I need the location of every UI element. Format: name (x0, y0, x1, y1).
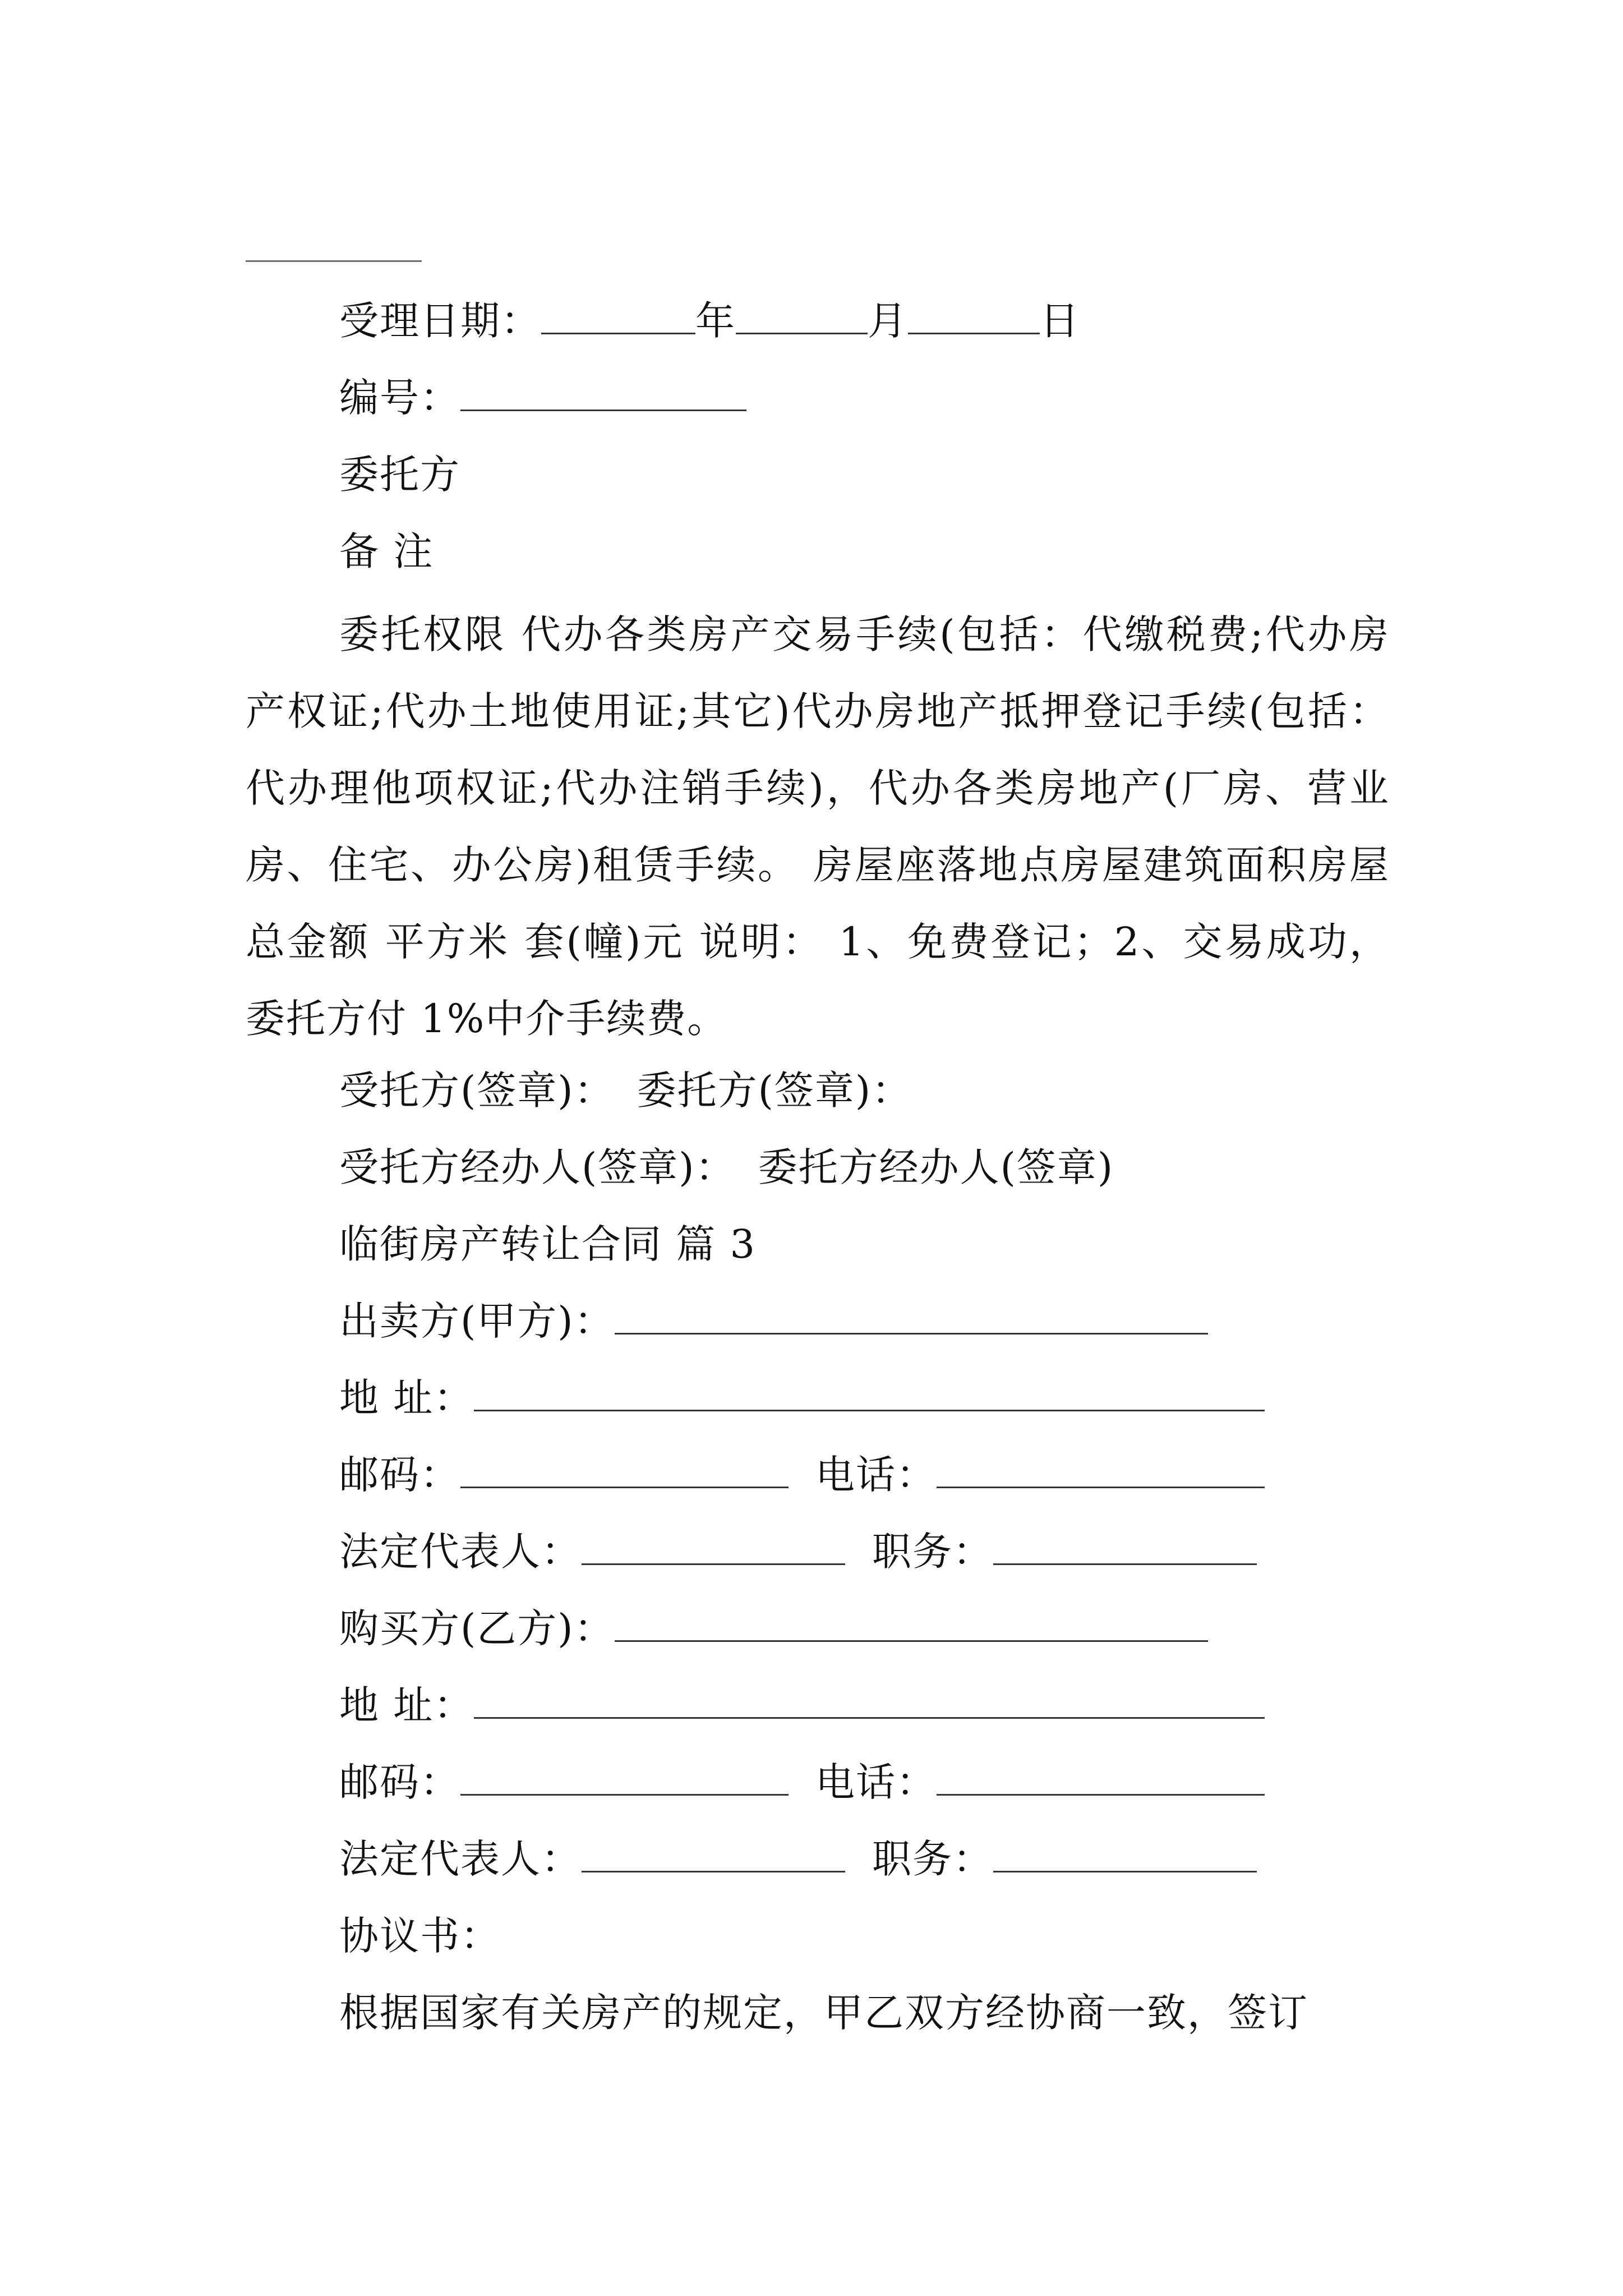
header-rule (246, 260, 422, 262)
accept-date-month-label: 月 (868, 298, 908, 344)
buyer-phone-blank (937, 1761, 1265, 1796)
serial-number-line (339, 373, 746, 422)
buyer-postcode-blank (460, 1761, 789, 1796)
seller-contact-line (339, 1450, 1265, 1499)
serial-number-blank (460, 377, 746, 411)
seller-address-label: 地 址： (339, 1375, 474, 1421)
signature-line-1 (339, 1066, 912, 1115)
authority-paragraph: 委托权限 代办各类房产交易手续(包括：代缴税费;代办房产权证;代办土地使用证;其它)代办房地产抵押登记手续(包括：代办理他项权证;代办注销手续)，代办各类房地产(厂房、营业房、住宅、办公房)租赁手续。 房屋座落地点房屋建筑面积房屋总金额 平方米 套(幢)元 说明： 1、免费登记；2、交易成功，委托方付 1%中介手续费。 (246, 611, 1390, 1042)
buyer-legal-rep-label: 法定代表人： (339, 1836, 582, 1882)
client-heading: 委托方 (339, 452, 460, 498)
buyer-contact-line (339, 1757, 1265, 1807)
accept-date-day-blank (908, 300, 1040, 334)
buyer-address-line (339, 1681, 1265, 1730)
buyer-party-label: 购买方(乙方)： (339, 1605, 615, 1651)
remarks-heading: 备 注 (339, 528, 434, 574)
accept-date-label: 受理日期： (339, 298, 541, 344)
seller-postcode-label: 邮码： (339, 1452, 460, 1498)
accept-date-month-blank (736, 300, 868, 334)
buyer-rep-line (339, 1834, 1257, 1884)
seller-party-line (339, 1296, 1208, 1346)
accept-date-day-label: 日 (1040, 298, 1080, 344)
seller-phone-label: 电话： (815, 1452, 937, 1498)
seller-phone-blank (937, 1454, 1265, 1488)
signature-line-2 (339, 1143, 1114, 1192)
client-handler-sign-label: 委托方经办人(签章) (758, 1144, 1114, 1190)
section-title: 临街房产转让合同 篇 3 (339, 1221, 757, 1267)
agent-sign-label: 受托方(签章)： (339, 1068, 615, 1114)
buyer-postcode-label: 邮码： (339, 1759, 460, 1805)
closing-text: 根据国家有关房产的规定，甲乙双方经协商一致，签订 (339, 1990, 1308, 2036)
buyer-legal-rep-blank (582, 1838, 845, 1872)
agent-handler-sign-label: 受托方经办人(签章)： (339, 1144, 736, 1190)
seller-address-blank (474, 1377, 1265, 1411)
serial-number-label: 编号： (339, 375, 460, 421)
seller-position-blank (993, 1531, 1257, 1565)
buyer-address-blank (474, 1685, 1265, 1719)
seller-postcode-blank (460, 1454, 789, 1488)
accept-date-year-blank (541, 300, 695, 334)
seller-address-line (339, 1373, 1265, 1423)
seller-rep-line (339, 1527, 1257, 1576)
client-sign-label: 委托方(签章)： (637, 1068, 912, 1114)
buyer-phone-label: 电话： (815, 1759, 937, 1805)
accept-date-year-label: 年 (695, 298, 736, 344)
accept-date-line (339, 296, 1080, 346)
seller-position-label: 职务： (872, 1529, 993, 1575)
buyer-party-blank (615, 1608, 1208, 1642)
buyer-position-label: 职务： (872, 1836, 993, 1882)
seller-legal-rep-blank (582, 1531, 845, 1565)
seller-party-blank (615, 1300, 1208, 1335)
agreement-heading: 协议书： (339, 1913, 501, 1959)
seller-legal-rep-label: 法定代表人： (339, 1529, 582, 1575)
buyer-address-label: 地 址： (339, 1682, 474, 1728)
seller-party-label: 出卖方(甲方)： (339, 1298, 615, 1344)
buyer-position-blank (993, 1838, 1257, 1872)
buyer-party-line (339, 1604, 1208, 1653)
